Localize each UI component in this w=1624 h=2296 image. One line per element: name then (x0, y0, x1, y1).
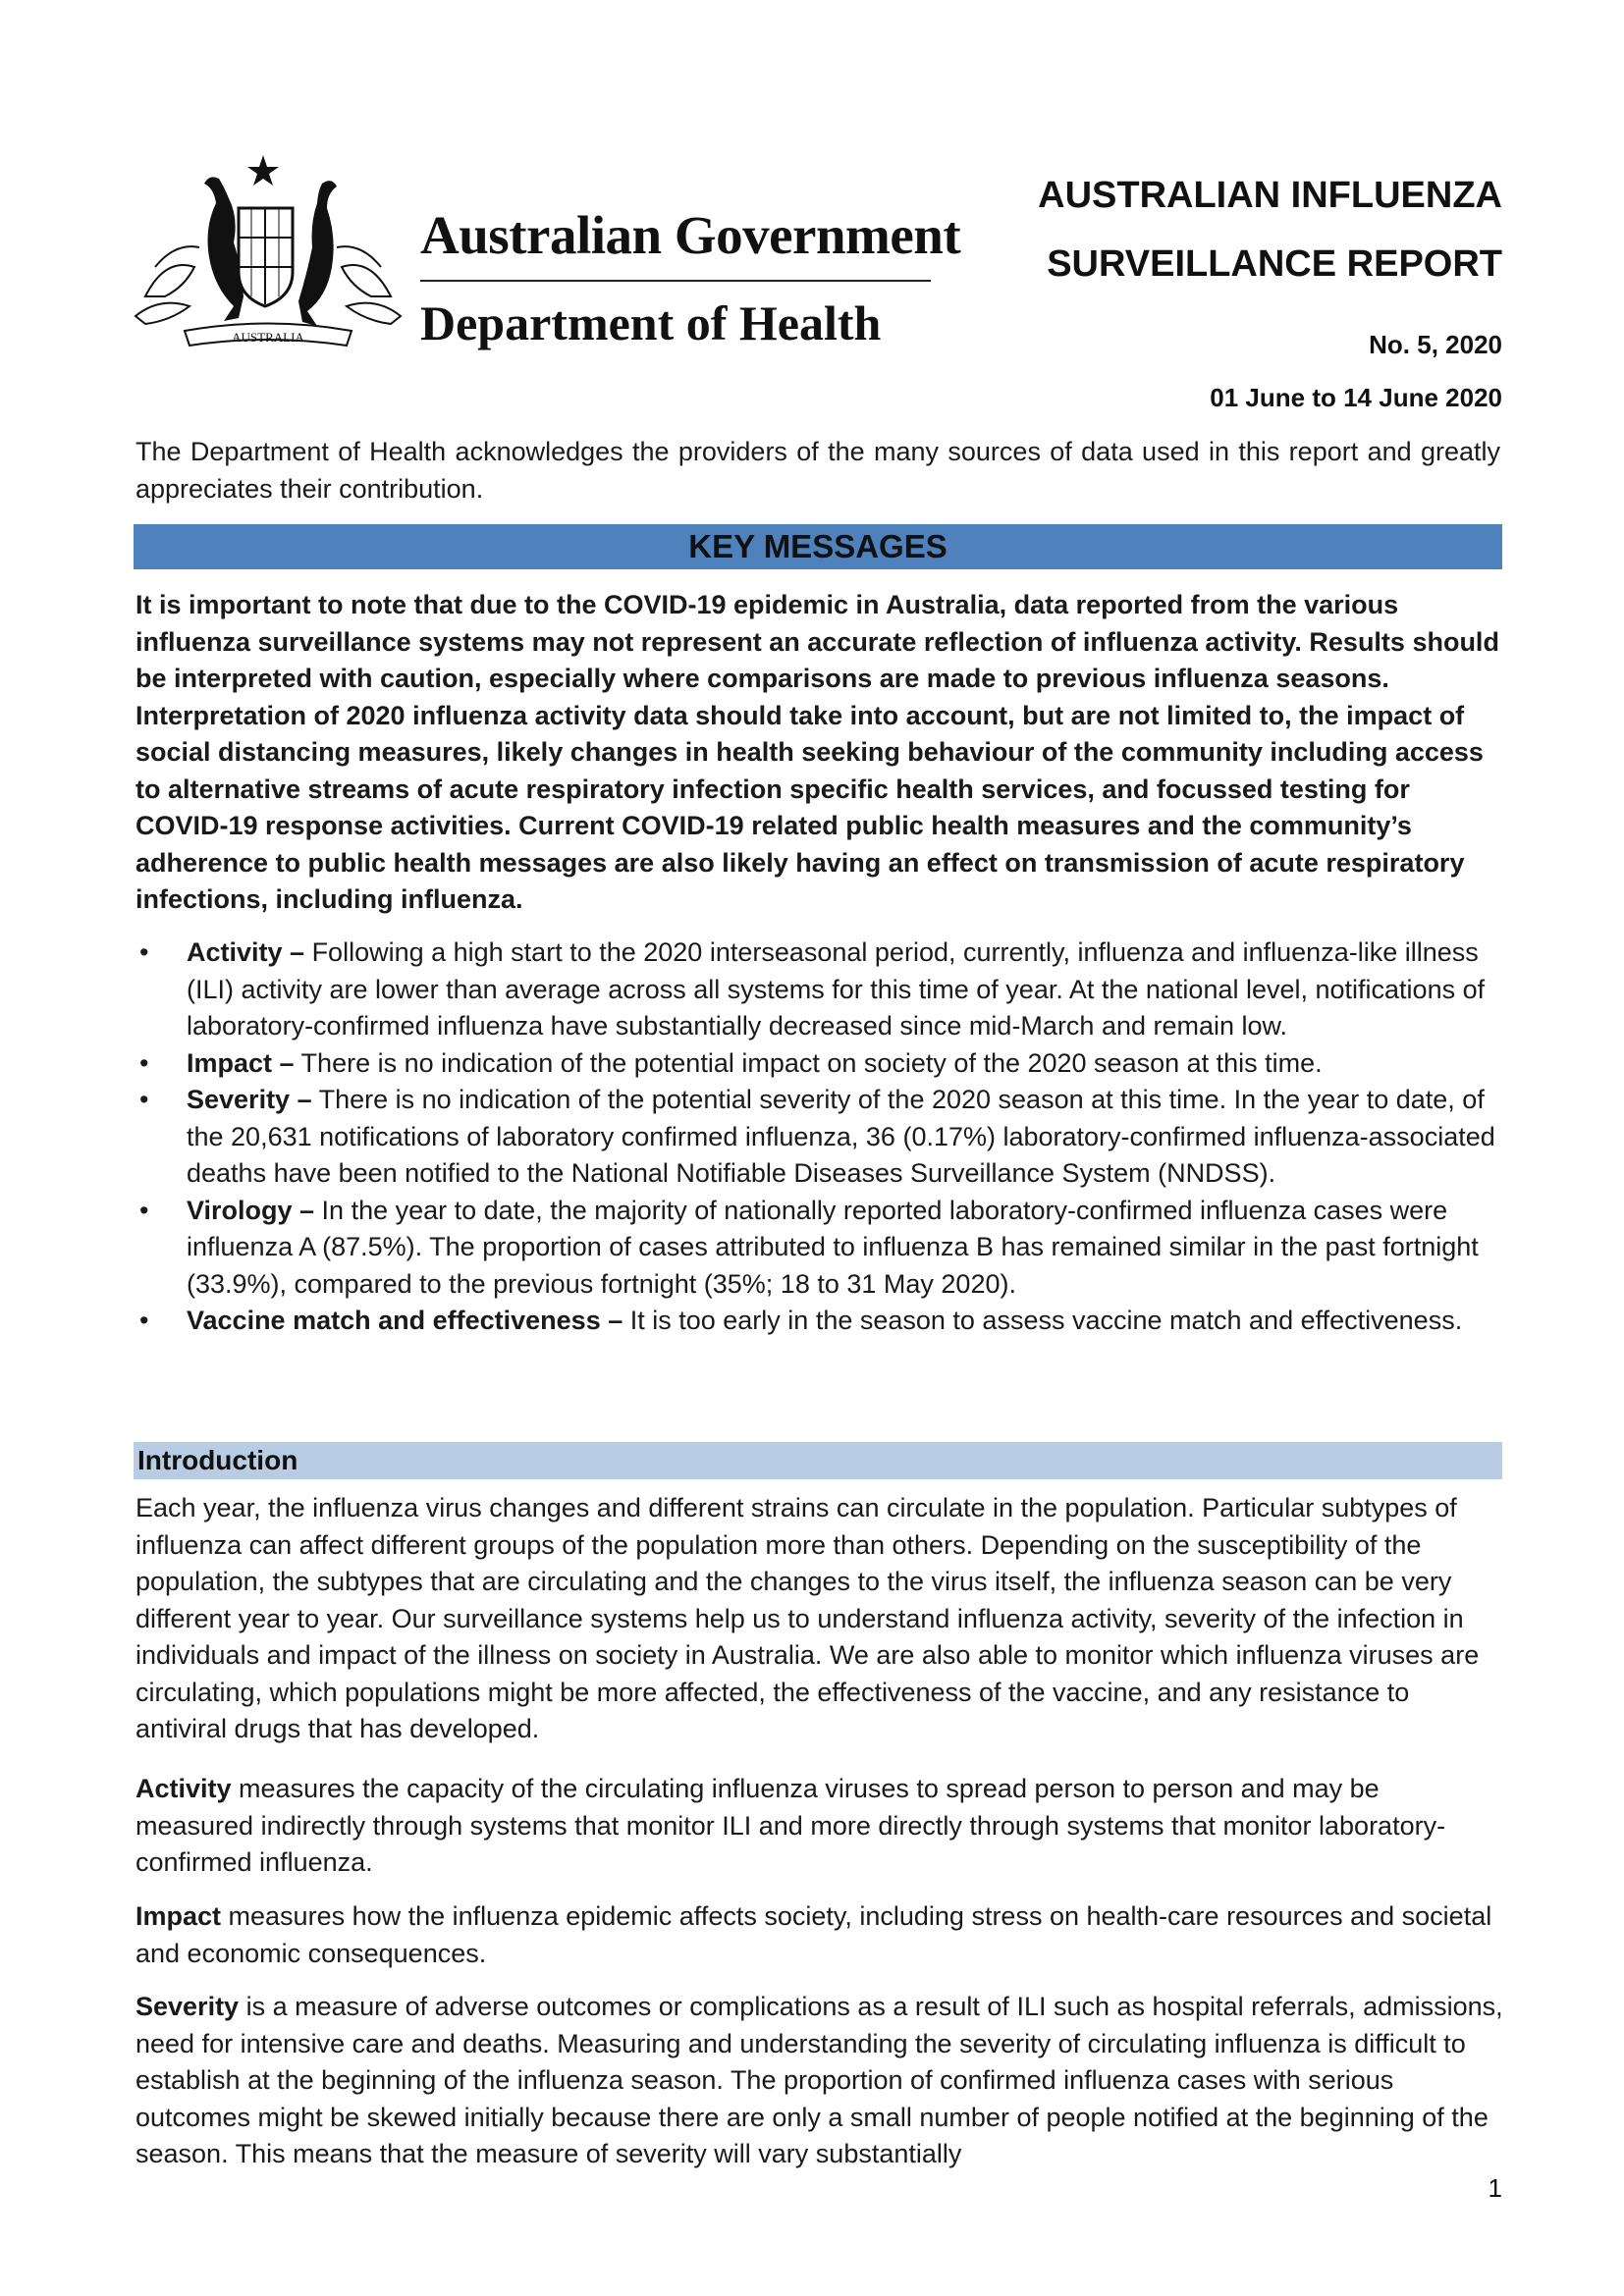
impact-paragraph (135, 1898, 1504, 1972)
severity-term: Severity (135, 1992, 240, 2021)
list-item (135, 1045, 1504, 1083)
list-item (135, 1193, 1504, 1304)
impact-term: Impact (135, 1901, 222, 1931)
bullet-icon: • (139, 1306, 149, 1335)
report-title-line-1: AUSTRALIAN INFLUENZA (1038, 175, 1502, 216)
bullet-icon: • (139, 937, 149, 967)
page-number: 1 (1488, 2173, 1502, 2203)
header-divider (420, 280, 931, 282)
bullet-text: There is no indication of the potential impact on society of the 2020 season at this time. (294, 1047, 1323, 1078)
introduction-header (134, 1442, 1502, 1479)
covid-warning-text: It is important to note that due to the COVID-19 epidemic in Australia, data reported from the various influenza surveillance systems may not represent an accurate reflection of influenza activity. Results should be interpreted with caution, especially where comparisons are made to previous influenza seasons. Interpretation of 2020 influenza activity data should take into account, but are not limited to, the impact of social distancing measures, likely changes in health seeking behaviour of the community including access to alternative streams of acute respiratory infection specific health services, and focussed testing for COVID-19 response activities. Current COVID-19 related public health measures and the community’s adherence to public health messages are also likely having an effect on transmission of acute respiratory infections, including influenza. (135, 590, 1499, 914)
report-title-line-2: SURVEILLANCE REPORT (1047, 243, 1502, 285)
key-messages-heading: KEY MESSAGES (688, 528, 947, 564)
activity-definition: measures the capacity of the circulating influenza viruses to spread person to person and may be measured indirectly through systems that monitor ILI and more directly through systems that monitor laboratory-confirmed influenza. (135, 1774, 1446, 1877)
bullet-text: In the year to date, the majority of nationally reported laboratory-confirmed influenza cases were influenza A (87.5%). The proportion of cases attributed to influenza B has remained similar in the past fortnight (33.9%), compared to the previous fortnight (35%; 18 to 31 May 2020). (187, 1195, 1479, 1299)
bullet-label: Vaccine match and effectiveness – (187, 1306, 623, 1335)
report-date-range: 01 June to 14 June 2020 (1210, 383, 1502, 412)
department-name: Department of Health (420, 295, 882, 350)
bullet-text: Following a high start to the 2020 interseasonal period, currently, influenza and influenza-like illness (ILI) activity are lower than average across all systems for this time of year. At the national level, notifications of laboratory-confirmed influenza have substantially decreased since mid-March and remain low. (187, 937, 1486, 1041)
bullet-text: It is too early in the season to assess vaccine match and effectiveness. (623, 1306, 1463, 1335)
bullet-icon: • (139, 1085, 149, 1114)
bullet-label: Impact – (187, 1047, 295, 1078)
government-name: Australian Government (420, 205, 961, 265)
bullet-text: There is no indication of the potential severity of the 2020 season at this time. In the year to date, of the 20,631 notifications of laboratory confirmed influenza, 36 (0.17%) laboratory-confirmed influenza-associated deaths have been notified to the National Notifiable Diseases Surveillance System (NNDSS). (187, 1085, 1495, 1188)
list-item (135, 1082, 1504, 1193)
bullet-label: Severity – (187, 1085, 312, 1114)
introduction-heading: Introduction (137, 1445, 298, 1475)
introduction-paragraph: Each year, the influenza virus changes and different strains can circulate in the population. Particular subtypes of influenza can affect different groups of the population more than others. Depending on the susceptibility of the population, the subtypes that are circulating and the changes to the virus itself, the influenza season can be very different year to year. Our surveillance systems help us to understand influenza activity, severity of the infection in individuals and impact of the illness on society in Australia. We are also able to monitor which influenza viruses are circulating, which populations might be more affected, the effectiveness of the vaccine, and any resistance to antiviral drugs that has developed. (135, 1493, 1480, 1743)
key-messages-list (135, 934, 1504, 1340)
severity-paragraph (135, 1989, 1504, 2173)
bullet-icon: • (139, 1047, 149, 1078)
coat-of-arms-logo (126, 149, 410, 365)
list-item (135, 934, 1504, 1045)
bullet-icon: • (139, 1195, 149, 1225)
bullet-label: Virology – (187, 1195, 315, 1225)
crest-scroll-text: AUSTRALIA (232, 330, 304, 345)
activity-term: Activity (135, 1774, 232, 1803)
severity-definition: is a measure of adverse outcomes or complications as a result of ILI such as hospital referrals, admissions, need for intensive care and deaths. Measuring and understanding the severity of circulating influenza is difficult to establish at the beginning of the influenza season. The proportion of confirmed influenza cases with serious outcomes might be skewed initially because there are only a small number of people notified at the beginning of the season. This means that the measure of severity will vary substantially (135, 1992, 1503, 2168)
bullet-label: Activity – (187, 937, 305, 967)
report-title (1038, 161, 1502, 298)
activity-paragraph (135, 1771, 1504, 1882)
key-messages-header (134, 524, 1502, 569)
list-item (135, 1303, 1504, 1340)
acknowledgement-text: The Department of Health acknowledges the providers of the many sources of data used in this report and greatly appreciates their contribution. (135, 437, 1500, 504)
impact-definition: measures how the influenza epidemic affects society, including stress on health-care resources and societal and economic consequences. (135, 1901, 1492, 1968)
report-number: No. 5, 2020 (1369, 330, 1502, 359)
